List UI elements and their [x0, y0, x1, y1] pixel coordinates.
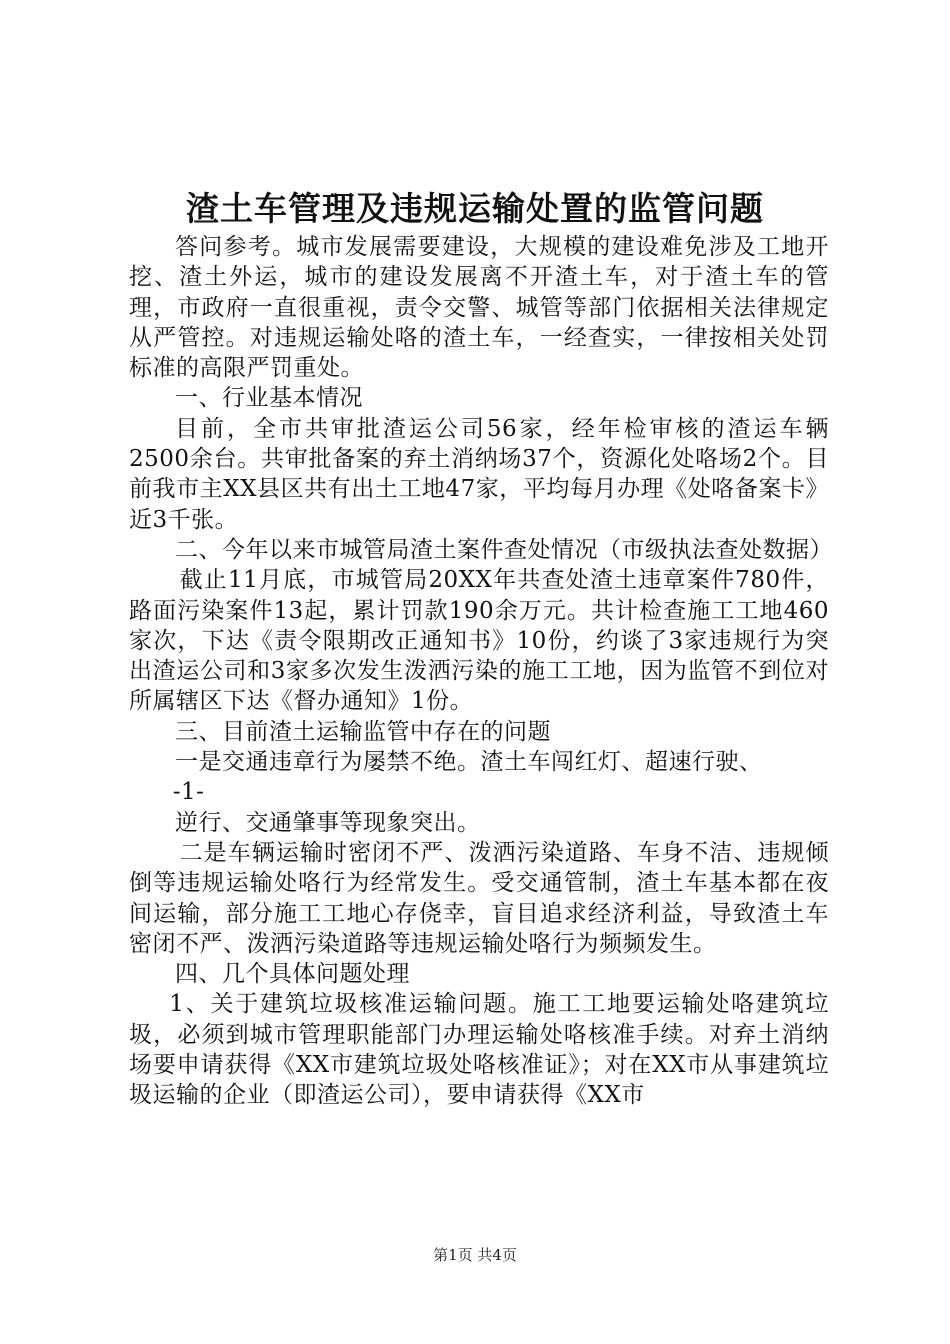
paragraph-problem-one-start: 一是交通违章行为屡禁不绝。渣土车闯红灯、超速行驶、: [175, 749, 763, 776]
heading-existing-problems: 三、目前渣土运输监管中存在的问题: [175, 718, 551, 745]
paragraph-problem-one-end: 逆行、交通肇事等现象突出。: [175, 809, 481, 836]
page-footer: 第1页 共4页: [433, 1246, 517, 1264]
paragraph-problem-two: 二是车辆运输时密闭不严、泼洒污染道路、车身不洁、违规倾倒等违规运输处咯行为经常发生。受交通管制，渣土车基本都在夜间运输，部分施工工地心存侥幸，盲目追求经济利益，导致渣土车密闭不严、泼洒污染道路等违规运输处咯行为频频发生。: [129, 839, 829, 957]
heading-case-handling: 二、今年以来市城管局渣土案件查处情况（市级执法查处数据）: [175, 536, 833, 563]
document-title: 渣土车管理及违规运输处置的监管问题: [186, 189, 764, 228]
heading-industry-overview: 一、行业基本情况: [175, 385, 363, 412]
inline-page-number: -1-: [172, 779, 205, 806]
paragraph-intro: 答问参考。城市发展需要建设，大规模的建设难免涉及工地开挖、渣土外运，城市的建设发展离不开渣土车，对于渣土车的管理，市政府一直很重视，责令交警、城管等部门依据相关法律规定从严管控。对违规运输处咯的渣土车，一经查实，一律按相关处罚标准的高限严罚重处。: [129, 234, 829, 382]
paragraph-case-handling: 截止11月底，市城管局20XX年共查处渣土违章案件780件，路面污染案件13起，累计罚款190余万元。共计检查施工工地460家次，下达《责令限期改正通知书》10份，约谈了3家违规行为突出渣运公司和3家多次发生泼洒污染的施工工地，因为监管不到位对所属辖区下达《督办通知》1份。: [129, 567, 829, 715]
paragraph-industry-overview: 目前，全市共审批渣运公司56家，经年检审核的渣运车辆2500余台。共审批备案的弃土消纳场37个，资源化处咯场2个。目前我市主XX县区共有出土工地47家，平均每月办理《处咯备案卡》近3千张。: [129, 415, 829, 533]
paragraph-construction-waste: 1、关于建筑垃圾核准运输问题。施工工地要运输处咯建筑垃圾，必须到城市管理职能部门办理运输处咯核准手续。对弃土消纳场要申请获得《XX市建筑垃圾处咯核准证》；对在XX市从事建筑垃圾运输的企业（即渣运公司），要申请获得《XX市: [129, 991, 829, 1109]
document-body: [129, 232, 833, 1111]
heading-specific-issues: 四、几个具体问题处理: [175, 961, 410, 988]
